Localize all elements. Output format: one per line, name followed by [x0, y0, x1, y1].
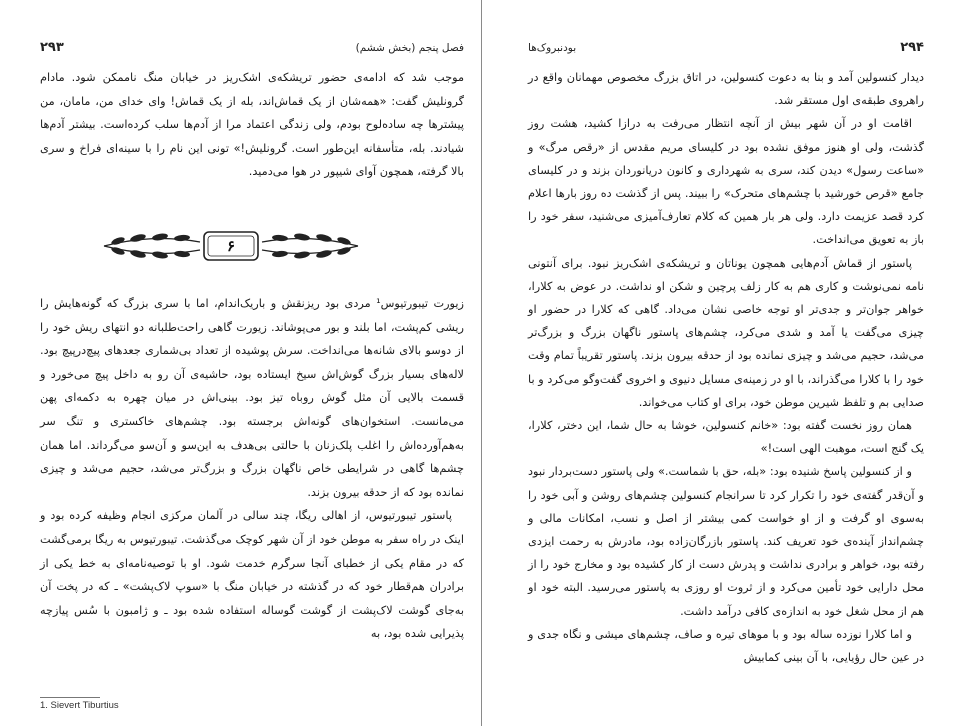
section-ornament — [96, 228, 366, 264]
paragraph: اقامت او در آن شهر بیش از آنچه انتظار می‌رفت به درازا کشید، هشت روز گذشت، ولی او هنوز موفق نشده بود در کلیسای مریم مقدس از «رقص مرگ» و «ساعت رسول» دیدن کند، سری به شهرداری و کانون دریانوردان بزند و در کلیسای جامع «قرص خورشید با چشم‌های متحرک» را ببیند. پس از گذشت ده روز بارها اعلام کرد قصد عزیمت دارد. ولی هر بار همین که کلام تعارف‌آمیزی می‌شنید، سفر خود را باز به تعویق می‌انداخت. — [528, 117, 924, 247]
right-running-title: بودنبروک‌ها — [528, 42, 577, 54]
left-page-number: ۲۹۳ — [40, 40, 64, 55]
right-page-number: ۲۹۴ — [900, 40, 924, 55]
paragraph: موجب شد که ادامه‌ی حضور تریشکه‌ی اشک‌ریز در خیابان منگ ناممکن شود. مادام گرونلیش گفت: «همه‌شان از یک قماش‌اند، بله از یک قماش! وای خدای من، مامان، من پیشترها چه ساده‌لوح بودم، ولی زندگی اعتماد مرا از آدم‌ها سلب کرده‌است. بیشتر آدم‌ها شیادند. بله، متأسفانه این‌طور است. گرونلیش!» تونی این نام را با سینه‌ای فراخ و سری بالا گرفته، همچون آوای شیپور در هوا می‌دمید. — [40, 71, 464, 178]
left-bottom-text — [40, 292, 464, 646]
paragraph: پاستور از قماش آدم‌هایی همچون یوناتان و تریشکه‌ی اشک‌ریز نبود. برای آنتونی نامه نمی‌نوشت و کاری هم به کار زلف پرچین و شکن او نداشت. در عوض به کلارا، خواهر جوان‌تر و جدی‌تر او توجه خاصی نشان می‌داد. گاهی که کلارا در حضور او چیزی می‌گفت یا آمد و شدی می‌کرد، چشم‌های پاستور ناگهان بزرگ و بزرگ‌تر می‌شد، حجیم می‌شد و چیزی نمانده بود از حدقه بیرون بزند. پاستور تقریباً تمام وقت خود را با کلارا می‌گذراند، با او در زمینه‌ی مسایل دنیوی و اخروی گفت‌وگو می‌کرد و با صدایی بم و تلفظ شیرین موطن خود، برای او کتاب می‌خواند. — [528, 256, 924, 409]
right-page — [484, 0, 955, 726]
paragraph: زیورت تیبورتیوس¹ مردی بود ریزنقش و باریک‌اندام، اما با سری بزرگ که گونه‌هایش را ریشی کم‌پشت، اما بلند و بور می‌پوشاند. زیورت گاهی راحت‌طلبانه دو انتهای ریش خود را از دوسو بالای شانه‌ها می‌انداخت. سرش پوشیده از تعداد بی‌شماری جعدهای پیچ‌درپیچ بود. لاله‌های بسیار بزرگ گوش‌اش سیخ ایستاده بود، حاشیه‌ی آن رو به داخل پیچ می‌خورد و قسمت بالایی آن مثل گوش روباه تیز بود. بینی‌اش در میان چهره به دکمه‌ای پهن می‌مانست. استخوان‌های گونه‌اش برجسته بود. چشم‌های خاکستری و تنگ سر به‌هم‌آورده‌اش را اغلب پلک‌زنان با حالتی بی‌هدف به این‌سو و آن‌سو می‌گرداند. اما همان چشم‌ها گاهی در شرایطی خاص ناگهان بزرگ و بزرگ‌تر می‌شد، حجیم می‌شد و چیزی نمانده بود که از حدقه بیرون بزند. — [40, 297, 464, 499]
page-gutter — [481, 0, 482, 726]
footnote: 1. Sievert Tiburtius — [40, 700, 119, 711]
paragraph: پاستور تیبورتیوس، از اهالی ریگا، چند سالی در آلمان مرکزی انجام وظیفه کرده بود و اینک در راه سفر به موطن خود از آن شهر کوچک می‌گذشت. تیبورتیوس به ریگا برمی‌گشت که در مقام یکی از خطبای آنجا سرگرم خدمت شود. او با توصیه‌نامه‌ای به خط یکی از برادران هم‌قطار خود که در گذشته در خیابان منگ با «سوپ لاک‌پشت» ـ که در پخت آن به‌جای گوشت لاک‌پشت از گوشت گوساله استفاده شده بود ـ و ژامبون با سُس پیازچه پذیرایی شده بود، به — [40, 509, 464, 641]
footnote-divider — [40, 697, 100, 698]
left-running-title: فصل پنجم (بخش ششم) — [355, 42, 464, 54]
section-number: ۶ — [226, 237, 236, 255]
paragraph: دیدار کنسولین آمد و بنا به دعوت کنسولین، در اتاق بزرگ مخصوص مهمانان واقع در راهروی طبقه‌ی اول مستقر شد. — [528, 71, 924, 108]
paragraph: و اما کلارا نوزده ساله بود و با موهای تیره و صاف، چشم‌های میشی و نگاه جدی و در عین حال رؤیایی، با آن بینی کمابیش — [528, 627, 924, 665]
left-running-head — [40, 42, 464, 60]
right-main-text — [528, 66, 924, 669]
paragraph: و از کنسولین پاسخ شنیده بود: «بله، حق با شماست.» ولی پاستور دست‌بردار نبود و آن‌قدر گفته‌ی خود را تکرار کرد تا سرانجام کنسولین چشم‌های روشن و آبی خود را به‌سوی او گرفت و از او خواست کمی بیشتر از اصل و نسب، امکانات مالی و چشم‌انداز آینده‌ی خود تعریف کند. پاستور بازرگان‌زاده بود، مادرش به رحمت ایزدی رفته بود، خواهر و برادری نداشت و پدرش دست از کار کشیده بود و مخارج خود را از محل دارایی خود تأمین می‌کرد و از ثروت او روزی به پاستور می‌رسید. البته خود او هم از محل شغل خود به اندازه‌ی کافی درآمد داشت. — [528, 465, 924, 618]
paragraph: همان روز نخست گفته بود: «خانم کنسولین، خوشا به حال شما، این دختر، کلارا، یک گنج است، موهبت الهی است!» — [528, 419, 924, 456]
left-top-text — [40, 66, 464, 184]
right-running-head — [528, 42, 924, 60]
